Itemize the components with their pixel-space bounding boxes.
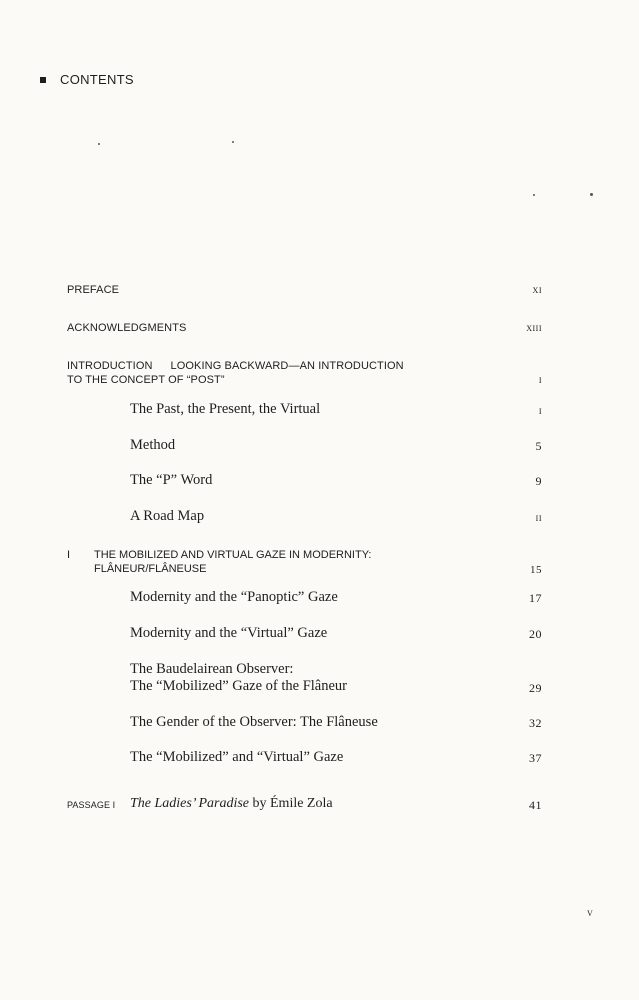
toc-acknowledgments-page: xiii xyxy=(526,322,542,334)
toc-section-page: 20 xyxy=(529,627,542,641)
toc-chapter-page: 15 xyxy=(530,564,542,576)
toc-introduction-title-line1: LOOKING BACKWARD—AN INTRODUCTION xyxy=(170,360,404,372)
toc-preface-label: PREFACE xyxy=(67,284,120,296)
toc-section-label: Modernity and the “Panoptic” Gaze xyxy=(130,589,338,605)
toc-passage-label: PASSAGE I xyxy=(67,800,116,810)
scan-speck-icon xyxy=(98,143,100,145)
toc-preface-page: xi xyxy=(532,284,542,296)
toc-section-label: The “P” Word xyxy=(130,472,213,488)
toc-section-label: Method xyxy=(130,437,176,453)
toc-passage-title xyxy=(130,796,333,812)
toc-introduction-page: i xyxy=(538,374,542,386)
toc-chapter-title-line2: FLÂNEUR/FLÂNEUSE xyxy=(94,563,207,575)
toc-introduction-title-line2: TO THE CONCEPT OF “POST” xyxy=(67,374,225,386)
toc-introduction-label: INTRODUCTION xyxy=(67,360,153,372)
toc-acknowledgments-label: ACKNOWLEDGMENTS xyxy=(67,322,187,334)
contents-header xyxy=(40,72,134,87)
toc-section-page: ii xyxy=(535,510,542,524)
toc-section-label: The Past, the Present, the Virtual xyxy=(130,401,321,417)
scan-speck-icon xyxy=(232,141,234,143)
toc-passage-page: 41 xyxy=(529,798,542,812)
toc-section-label: A Road Map xyxy=(130,508,205,524)
toc-section-label: Modernity and the “Virtual” Gaze xyxy=(130,625,328,641)
toc-section-page: 32 xyxy=(529,716,542,730)
toc-section-label-line2: The “Mobilized” Gaze of the Flâneur xyxy=(130,678,348,694)
toc-section-page: i xyxy=(538,403,542,417)
toc-section-page: 17 xyxy=(529,591,542,605)
toc-section-page: 5 xyxy=(535,439,542,453)
toc-chapter-number: I xyxy=(67,549,71,561)
toc-passage-title-rest: by Émile Zola xyxy=(249,796,333,811)
toc-passage-title-italic: The Ladies’ Paradise xyxy=(130,796,249,811)
toc-section-page: 37 xyxy=(529,751,542,765)
scan-speck-icon xyxy=(590,193,593,196)
contents-title: CONTENTS xyxy=(60,72,134,87)
toc-section-label-line1: The Baudelairean Observer: xyxy=(130,661,294,677)
toc-chapter-title-line1: THE MOBILIZED AND VIRTUAL GAZE IN MODERNITY: xyxy=(94,549,372,561)
toc-section-label: The Gender of the Observer: The Flâneuse xyxy=(130,714,378,730)
toc-section-page: 9 xyxy=(535,474,542,488)
footer-page-number: v xyxy=(587,907,593,919)
toc-introduction-heading xyxy=(67,359,404,373)
square-bullet-icon xyxy=(40,77,46,83)
toc-section-label: The “Mobilized” and “Virtual” Gaze xyxy=(130,749,344,765)
scan-speck-icon xyxy=(533,194,535,196)
toc-section-page: 29 xyxy=(529,681,542,695)
